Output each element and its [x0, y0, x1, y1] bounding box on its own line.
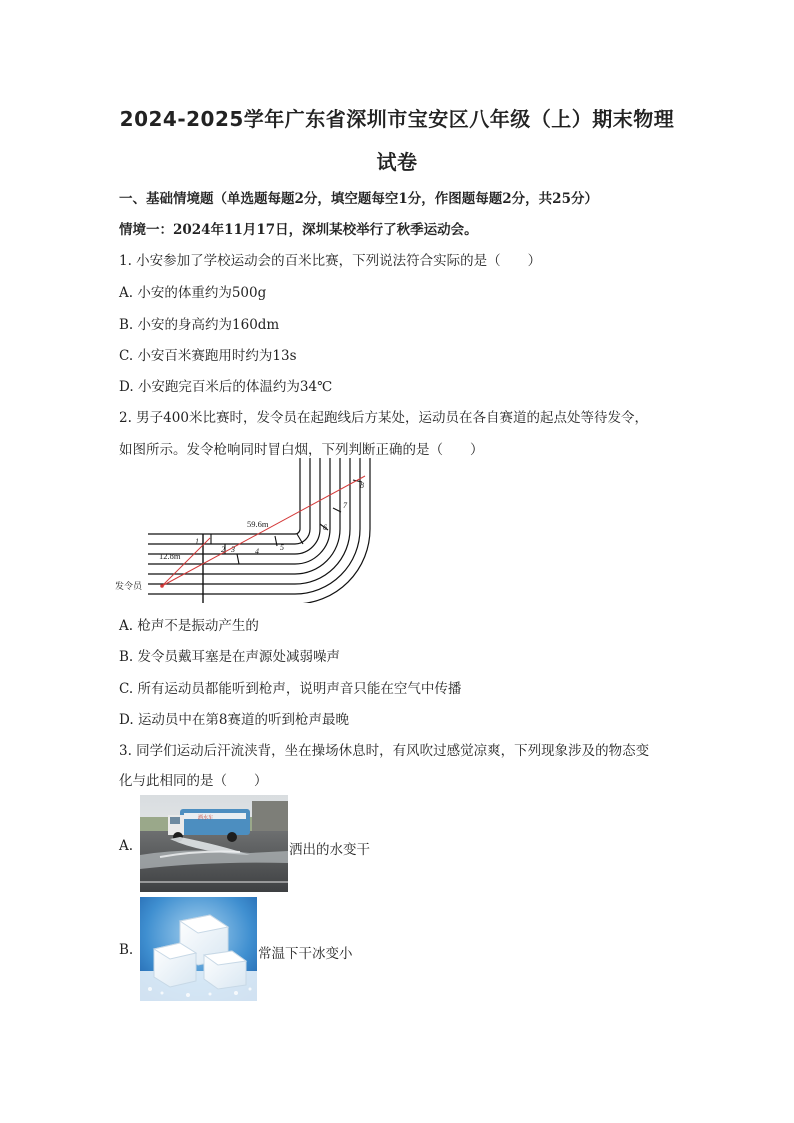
option-letter: A.	[119, 618, 134, 634]
page-title-line2: 试卷	[376, 150, 418, 174]
lane-number: 6	[323, 523, 327, 532]
option-text: 运动员中在第8赛道的听到枪声最晚	[137, 712, 350, 728]
option-text: 所有运动员都能听到枪声，说明声音只能在空气中传播	[137, 681, 462, 697]
question-2-option-b	[119, 645, 340, 665]
question-3-option-b-text: 常温下干冰变小	[258, 946, 353, 962]
lane-number: 2	[221, 545, 225, 554]
track-lanes	[148, 458, 370, 603]
question-3-stem-line1: 3. 同学们运动后汗流浃背，坐在操场休息时，有风吹过感觉凉爽，下列现象涉及的物态变	[119, 743, 650, 759]
option-text: 小安的体重约为500g	[137, 285, 267, 301]
option-text: 发令员戴耳塞是在声源处减弱噪声	[137, 649, 341, 665]
lane-number: 8	[360, 481, 364, 490]
option-letter: D.	[119, 379, 134, 395]
question-2-option-d	[119, 708, 349, 728]
question-1-option-a	[119, 281, 266, 301]
question-2-option-a	[119, 614, 259, 634]
option-letter: A.	[119, 285, 134, 301]
lane-number: 3	[231, 545, 235, 554]
question-3-option-a-letter: A.	[119, 838, 134, 854]
section-heading: 一、基础情境题（单选题每题2分，填空题每空1分，作图题每题2分，共25分）	[119, 191, 598, 207]
option-letter: B.	[119, 649, 134, 665]
lane-number: 7	[343, 501, 347, 510]
distance-line-long	[162, 476, 365, 586]
option-letter: D.	[119, 712, 134, 728]
lane-number: 5	[280, 543, 284, 552]
lane-number: 4	[255, 547, 259, 556]
svg-text:洒水车: 洒水车	[198, 816, 214, 821]
question-1-stem: 1. 小安参加了学校运动会的百米比赛，下列说法符合实际的是（ ）	[119, 253, 542, 269]
question-3-option-a-text: 洒出的水变干	[289, 842, 370, 858]
option-letter: B.	[119, 317, 134, 333]
starter-label: 发令员	[115, 581, 143, 591]
option-letter: C.	[119, 348, 134, 364]
starter-position-dot	[160, 584, 164, 588]
lane-numbers	[195, 481, 364, 556]
race-track-figure	[115, 458, 385, 603]
context-intro: 情境一：2024年11月17日，深圳某校举行了秋季运动会。	[119, 222, 478, 238]
question-2-stem-line2: 如图所示。发令枪响同时冒白烟，下列判断正确的是（ ）	[119, 442, 484, 458]
option-text: 小安的身高约为160dm	[137, 317, 280, 333]
question-3-option-b-letter: B.	[119, 942, 134, 958]
question-2-option-c	[119, 677, 461, 697]
page-title-line1: 2024-2025学年广东省深圳市宝安区八年级（上）期末物理	[119, 107, 675, 131]
dry-ice-blocks-image	[140, 897, 257, 1001]
option-text: 小安百米赛跑用时约为13s	[137, 348, 297, 364]
lane-number: 1	[195, 537, 199, 546]
question-1-option-b	[119, 313, 279, 333]
question-1-option-d	[119, 375, 332, 395]
distance-label-short: 12.8m	[159, 551, 181, 561]
question-3-stem-line2: 化与此相同的是（ ）	[119, 773, 268, 789]
option-letter: C.	[119, 681, 134, 697]
option-text: 小安跑完百米后的体温约为34℃	[137, 379, 333, 395]
question-2-stem-line1: 2. 男子400米比赛时，发令员在起跑线后方某处，运动员在各自赛道的起点处等待发令，	[119, 410, 648, 426]
question-1-option-c	[119, 344, 297, 364]
option-text: 枪声不是振动产生的	[137, 618, 259, 634]
distance-label-long: 59.6m	[247, 519, 269, 529]
water-spraying-truck-image	[140, 795, 288, 892]
